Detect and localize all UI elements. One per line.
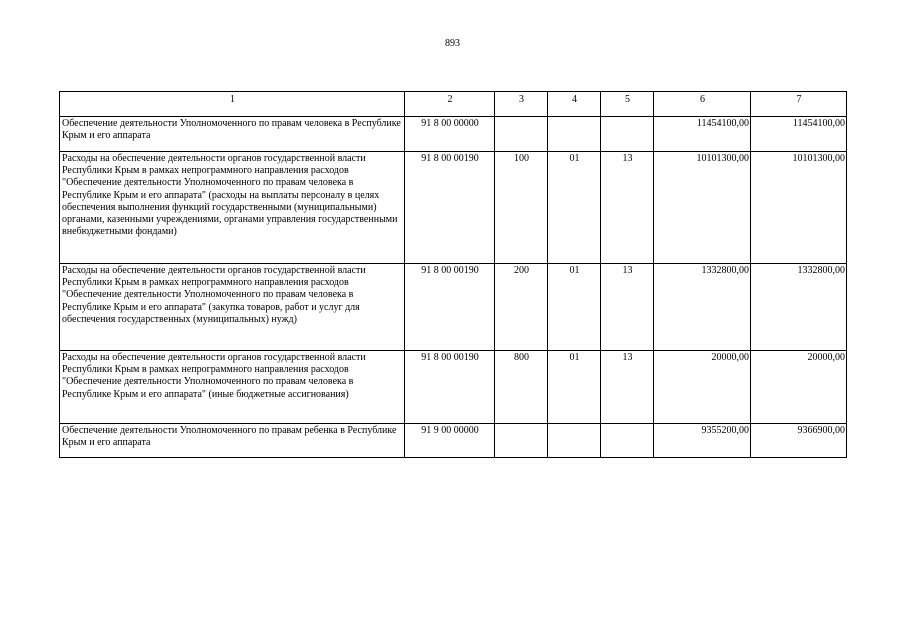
table-row <box>60 351 847 424</box>
table-row <box>60 424 847 458</box>
header-col-6: 6 <box>654 92 751 117</box>
header-col-7: 7 <box>751 92 847 117</box>
row-amount-col6: 20000,00 <box>654 351 751 424</box>
row-section: 01 <box>548 152 601 264</box>
row-name: Расходы на обеспечение деятельности органов государственной власти Республики Крым в рамках непрограммного направления расходов "Обеспечение деятельности Уполномоченного по правам человека в Республике Крым и его аппарата" (иные бюджетные ассигнования) <box>60 351 405 424</box>
row-expense-type: 200 <box>495 264 548 351</box>
row-amount-col7: 1332800,00 <box>751 264 847 351</box>
row-expense-type: 800 <box>495 351 548 424</box>
row-amount-col6: 10101300,00 <box>654 152 751 264</box>
header-row <box>60 92 847 117</box>
row-target-code: 91 8 00 00190 <box>405 264 495 351</box>
header-col-2: 2 <box>405 92 495 117</box>
row-section <box>548 424 601 458</box>
row-section: 01 <box>548 351 601 424</box>
row-amount-col6: 1332800,00 <box>654 264 751 351</box>
row-amount-col7: 10101300,00 <box>751 152 847 264</box>
row-section <box>548 117 601 152</box>
row-subsection <box>601 117 654 152</box>
header-col-5: 5 <box>601 92 654 117</box>
header-col-3: 3 <box>495 92 548 117</box>
row-target-code: 91 9 00 00000 <box>405 424 495 458</box>
row-subsection <box>601 424 654 458</box>
table-row <box>60 264 847 351</box>
row-name: Расходы на обеспечение деятельности органов государственной власти Республики Крым в рамках непрограммного направления расходов "Обеспечение деятельности Уполномоченного по правам человека в Республике Крым и его аппарата" (закупка товаров, работ и услуг для обеспечения государственных (муниципальных) нужд) <box>60 264 405 351</box>
row-subsection: 13 <box>601 264 654 351</box>
row-target-code: 91 8 00 00000 <box>405 117 495 152</box>
header-col-4: 4 <box>548 92 601 117</box>
row-name: Расходы на обеспечение деятельности органов государственной власти Республики Крым в рамках непрограммного направления расходов "Обеспечение деятельности Уполномоченного по правам человека в Республике Крым и его аппарата" (расходы на выплаты персоналу в целях обеспечения выполнения функций государственными (муниципальными) органами, казенными учреждениями, органами управления государственными внебюджетными фондами) <box>60 152 405 264</box>
row-expense-type <box>495 117 548 152</box>
budget-table <box>59 91 847 458</box>
row-amount-col7: 9366900,00 <box>751 424 847 458</box>
row-section: 01 <box>548 264 601 351</box>
row-name: Обеспечение деятельности Уполномоченного по правам ребенка в Республике Крым и его аппарата <box>60 424 405 458</box>
row-target-code: 91 8 00 00190 <box>405 351 495 424</box>
row-subsection: 13 <box>601 351 654 424</box>
row-subsection: 13 <box>601 152 654 264</box>
header-col-1: 1 <box>60 92 405 117</box>
row-name: Обеспечение деятельности Уполномоченного по правам человека в Республике Крым и его аппарата <box>60 117 405 152</box>
page-number: 893 <box>445 38 460 49</box>
row-expense-type: 100 <box>495 152 548 264</box>
row-target-code: 91 8 00 00190 <box>405 152 495 264</box>
row-amount-col7: 11454100,00 <box>751 117 847 152</box>
row-amount-col6: 9355200,00 <box>654 424 751 458</box>
table-row <box>60 117 847 152</box>
row-amount-col6: 11454100,00 <box>654 117 751 152</box>
row-expense-type <box>495 424 548 458</box>
row-amount-col7: 20000,00 <box>751 351 847 424</box>
table-row <box>60 152 847 264</box>
